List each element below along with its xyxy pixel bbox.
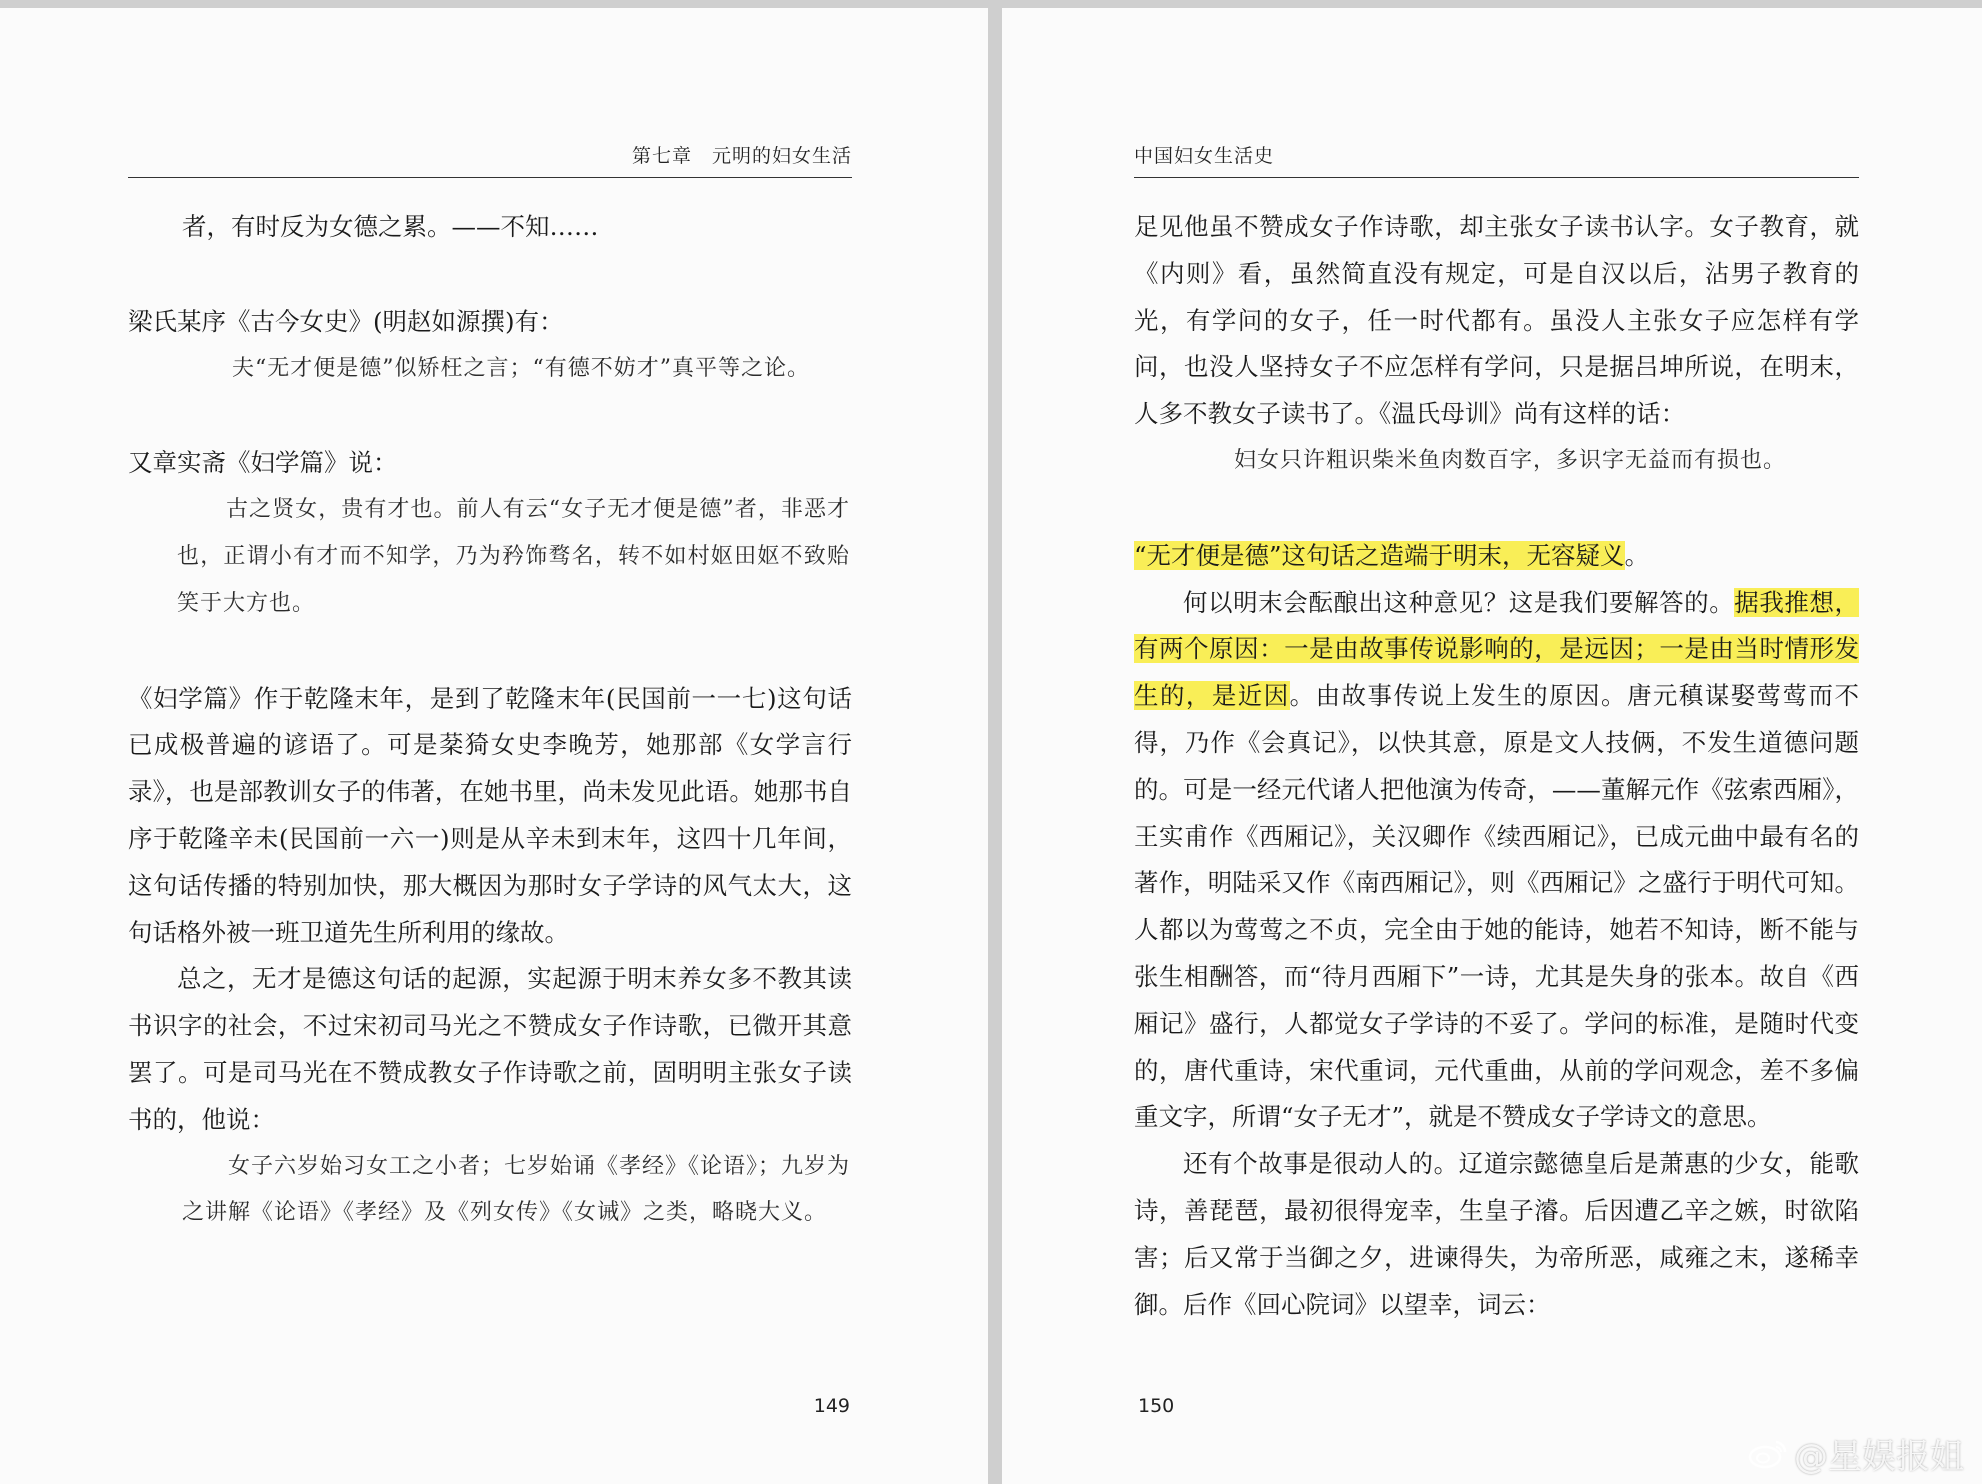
- running-head: 中国妇女生活史: [1134, 145, 1275, 167]
- header-rule: [128, 177, 852, 178]
- paragraph-rest: 。由故事传说上发生的原因。唐元稹谋娶莺莺而不得，乃作《会真记》，以快其意，原是文人技俩，不发生道德问题的。可是一经元代诸人把他演为传奇，——董解元作《弦索西厢》，王实甫作《西厢记》，关汉卿作《续西厢记》，已成元曲中最有名的著作，明陆采又作《南西厢记》，则《西厢记》之盛行于明代可知。人都以为莺莺之不贞，完全由于她的能诗，她若不知诗，断不能与张生相酬答，而“待月西厢下”一诗，尤其是失身的张本。故自《西厢记》盛行，人都觉女子学诗的不妥了。学问的标准，是随时代变的，唐代重诗，宋代重词，元代重曲，从前的学问观念，差不多偏重文字，所谓“女子无才”，就是不赞成女子学诗文的意思。: [1134, 681, 1860, 1132]
- highlighted-text: “无才便是德”这句话之造端于明末，无容疑义: [1134, 540, 1625, 570]
- page-number: 149: [813, 1395, 850, 1417]
- watermark-text: @星娱报姐: [1794, 1437, 1964, 1477]
- body-text: [1134, 204, 1859, 1328]
- paragraph: 梁氏某序《古今女史》(明赵如源撰)有：: [128, 306, 564, 336]
- paragraph-start: 何以明末会酝酿出这种意见？这是我们要解答的。: [1183, 587, 1735, 617]
- block-quote: 妇女只许粗识柴米鱼肉数百字，多识字无益而有损也。: [1234, 447, 1787, 473]
- block-quote: 夫“无才便是德”似矫枉之言；“有德不妨才”真平等之论。: [232, 355, 810, 381]
- block-quote: 女子六岁始习女工之小者；七岁始诵《孝经》《论语》；九岁为之讲解《论语》《孝经》及《列女传》《女诫》之类，略晓大义。: [182, 1153, 851, 1226]
- paragraph-end: 。: [1624, 540, 1650, 570]
- paragraph: 足见他虽不赞成女子作诗歌，却主张女子读书认字。女子教育，就《内则》看，虽然简直没有规定，可是自汉以后，沾男子教育的光，有学问的女子，任一时代都有。虽没人主张女子应怎样有学问，也没人坚持女子不应怎样有学问，只是据吕坤所说，在明末，人多不教女子读书了。《温氏母训》尚有这样的话：: [1134, 212, 1859, 429]
- right-page: [1002, 8, 1982, 1484]
- paragraph: [1134, 533, 1859, 580]
- block-quote: 古之贤女，贵有才也。前人有云“女子无才便是德”者，非恶才也，正谓小有才而不知学，乃为矜饰骛名，转不如村妪田妪不致贻笑于大方也。: [177, 497, 850, 616]
- left-page: [0, 8, 988, 1484]
- paragraph: 总之，无才是德这句话的起源，实起源于明末养女多不教其读书识字的社会，不过宋初司马光之不赞成女子作诗歌，已微开其意罢了。可是司马光在不赞成教女子作诗歌之前，固明明主张女子读书的，他说：: [128, 964, 852, 1134]
- watermark: [1748, 1429, 1964, 1478]
- paragraph: 《妇学篇》作于乾隆末年，是到了乾隆末年(民国前一一七)这句话已成极普遍的谚语了。可是棻猗女史李晚芳，她那部《女学言行录》，也是部教训女子的伟著，在她书里，尚未发见此语。她那书自序于乾隆辛未(民国前一六一)则是从辛未到末年，这四十几年间，这句话传播的特别加快，那大概因为那时女子学诗的风气太大，这句话格外被一班卫道先生所利用的缘故。: [128, 683, 852, 947]
- highlighted-text: 据我推想，有两个原因：一是由故事传说影响的，是远因；一是由当时情形发生的，是近因: [1134, 587, 1860, 711]
- header-rule: [1134, 177, 1859, 178]
- paragraph: [1134, 580, 1859, 1142]
- paragraph: 又章实斋《妇学篇》说：: [128, 448, 398, 478]
- paragraph: 者，有时反为女德之累。——不知……: [182, 212, 599, 241]
- running-head: 第七章 元明的妇女生活: [631, 145, 852, 167]
- paragraph: 还有个故事是很动人的。辽道宗懿德皇后是萧惠的少女，能歌诗，善琵琶，最初很得宠幸，生皇子濬。后因遭乙辛之嫉，时欲陷害；后又常于当御之夕，进谏得失，为帝所恶，咸雍之末，遂稀幸御。后作《回心院词》以望幸，词云：: [1134, 1149, 1859, 1319]
- page-number: 150: [1138, 1395, 1175, 1417]
- weibo-icon: [1748, 1438, 1788, 1470]
- body-text: [128, 204, 852, 1237]
